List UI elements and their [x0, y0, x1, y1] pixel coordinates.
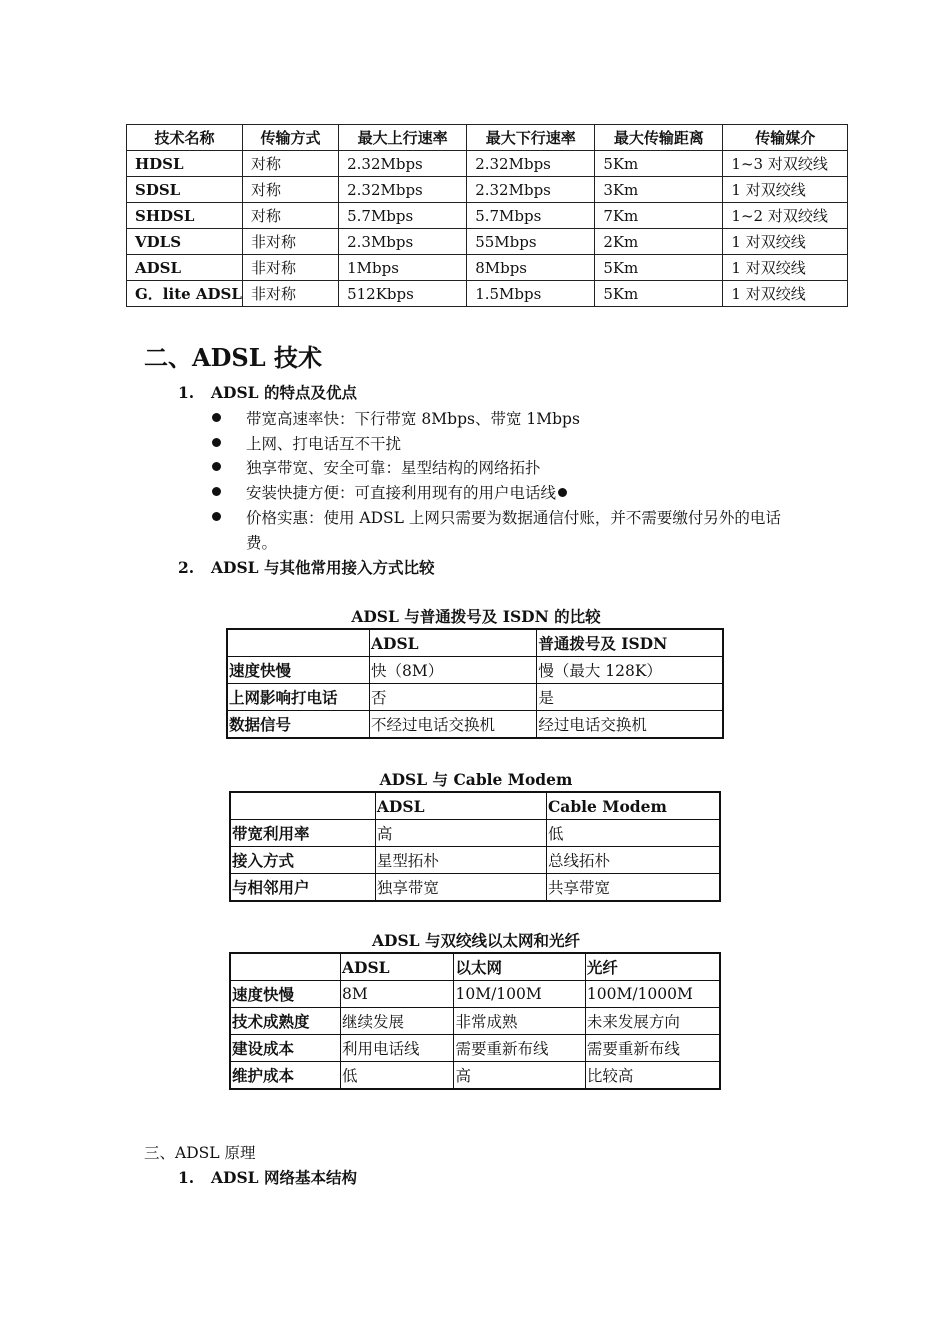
table-cell: 8Mbps	[467, 255, 595, 281]
subsection-heading	[178, 556, 434, 578]
table-cell	[230, 792, 375, 820]
table-cell: 高	[454, 1062, 585, 1090]
row-header-cell: 技术成熟度	[230, 1008, 341, 1035]
table-header-cell: ADSL	[375, 792, 546, 820]
bullet-icon	[212, 512, 221, 521]
adsl-vs-cable-table	[229, 791, 721, 902]
table-cell: 8M	[341, 981, 454, 1008]
table-cell: 否	[370, 684, 537, 711]
table-row	[227, 711, 723, 739]
table-cell: 512Kbps	[339, 281, 467, 307]
bullet-icon	[212, 462, 221, 471]
adsl-vs-dialup-table	[226, 628, 724, 739]
bullet-icon	[212, 413, 221, 422]
list-item	[212, 481, 832, 503]
table-row	[230, 1008, 720, 1035]
table-cell	[227, 629, 370, 657]
table-cell: 继续发展	[341, 1008, 454, 1035]
table-row	[127, 203, 848, 229]
bullet-icon	[558, 488, 567, 497]
table-row	[230, 1062, 720, 1090]
table-cell: 2.32Mbps	[339, 151, 467, 177]
table-header-cell: 普通拨号及 ISDN	[537, 629, 723, 657]
table-cell: 高	[375, 820, 546, 847]
table-row	[127, 151, 848, 177]
table-row	[230, 820, 720, 847]
table-cell	[230, 953, 341, 981]
table-header-cell: ADSL	[370, 629, 537, 657]
table-header-cell: Cable Modem	[546, 792, 720, 820]
table-cell: 5Km	[595, 281, 723, 307]
table-cell: 快（8M）	[370, 657, 537, 684]
table-header-cell: 最大下行速率	[467, 125, 595, 151]
list-item	[212, 407, 832, 429]
table-row	[230, 1035, 720, 1062]
table-cell: 共享带宽	[546, 874, 720, 902]
table-header-cell: ADSL	[341, 953, 454, 981]
table-cell: 非对称	[242, 281, 338, 307]
table-cell: 独享带宽	[375, 874, 546, 902]
table-cell: 对称	[242, 151, 338, 177]
list-item	[212, 506, 832, 528]
table-cell: 需要重新布线	[454, 1035, 585, 1062]
subsection-number: 1.	[178, 1168, 195, 1187]
adsl-vs-ethernet-fiber-table	[229, 952, 721, 1090]
table-cell: 100M/1000M	[585, 981, 720, 1008]
row-header-cell: 建设成本	[230, 1035, 341, 1062]
table-cell: 2.32Mbps	[467, 151, 595, 177]
table-cell: 慢（最大 128K）	[537, 657, 723, 684]
table-header-cell: 技术名称	[127, 125, 243, 151]
subsection-title: ADSL 的特点及优点	[211, 383, 357, 402]
row-header-cell: 接入方式	[230, 847, 375, 874]
table-row	[227, 684, 723, 711]
list-item-text: 独享带宽、安全可靠：星型结构的网络拓扑	[246, 459, 541, 477]
table-header-cell: 传输媒介	[723, 125, 848, 151]
row-header-cell: 速度快慢	[227, 657, 370, 684]
table-cell: 2Km	[595, 229, 723, 255]
table-cell: 不经过电话交换机	[370, 711, 537, 739]
list-item-text: 价格实惠：使用 ADSL 上网只需要为数据通信付账，并不需要缴付另外的电话	[246, 509, 781, 527]
subsection-heading	[178, 1166, 357, 1188]
table-header-row	[230, 953, 720, 981]
table-cell: 1.5Mbps	[467, 281, 595, 307]
table-header-cell: 光纤	[585, 953, 720, 981]
table-cell: 是	[537, 684, 723, 711]
subsection-number: 1.	[178, 383, 195, 402]
table-cell: 2.32Mbps	[339, 177, 467, 203]
table-cell: 5.7Mbps	[339, 203, 467, 229]
table-cell: 1 对双绞线	[723, 281, 848, 307]
table-row	[127, 255, 848, 281]
table-cell: 非常成熟	[454, 1008, 585, 1035]
table-row	[230, 874, 720, 902]
row-header-cell: 数据信号	[227, 711, 370, 739]
list-item-text: 上网、打电话互不干扰	[246, 435, 402, 453]
table-header-row	[230, 792, 720, 820]
table-header-row	[127, 125, 848, 151]
table-row	[127, 281, 848, 307]
table-cell: 55Mbps	[467, 229, 595, 255]
row-header-cell: 带宽利用率	[230, 820, 375, 847]
dsl-comparison-table	[126, 124, 848, 307]
list-item-text: 安装快捷方便：可直接利用现有的用户电话线	[246, 484, 557, 502]
row-header-cell: 与相邻用户	[230, 874, 375, 902]
table-cell: 10M/100M	[454, 981, 585, 1008]
list-item-continuation: 费。	[246, 534, 278, 552]
table-cell: 1 对双绞线	[723, 177, 848, 203]
bullet-icon	[212, 487, 221, 496]
list-item	[212, 432, 832, 454]
table-cell: 低	[546, 820, 720, 847]
table-caption: ADSL 与 Cable Modem	[379, 770, 573, 789]
table-cell: 1 对双绞线	[723, 255, 848, 281]
table-cell: 比较高	[585, 1062, 720, 1090]
table-header-cell: 最大传输距离	[595, 125, 723, 151]
row-header-cell: 维护成本	[230, 1062, 341, 1090]
table-cell: 2.3Mbps	[339, 229, 467, 255]
table-cell: 5Km	[595, 255, 723, 281]
table-cell: 未来发展方向	[585, 1008, 720, 1035]
table-cell: ADSL	[127, 255, 243, 281]
list-item-text: 带宽高速率快：下行带宽 8Mbps、带宽 1Mbps	[246, 410, 580, 428]
table-cell: VDLS	[127, 229, 243, 255]
table-cell: 2.32Mbps	[467, 177, 595, 203]
table-cell: 总线拓朴	[546, 847, 720, 874]
table-row	[227, 657, 723, 684]
table-cell: 7Km	[595, 203, 723, 229]
table-cell: 1 对双绞线	[723, 229, 848, 255]
table-row	[127, 177, 848, 203]
subsection-heading	[178, 381, 357, 403]
section-heading: 二、ADSL 技术	[144, 343, 322, 372]
table-header-cell: 以太网	[454, 953, 585, 981]
row-header-cell: 上网影响打电话	[227, 684, 370, 711]
bullet-icon	[212, 438, 221, 447]
subsection-title: ADSL 网络基本结构	[211, 1168, 357, 1187]
table-header-cell: 最大上行速率	[339, 125, 467, 151]
table-cell: 5.7Mbps	[467, 203, 595, 229]
table-cell: 5Km	[595, 151, 723, 177]
table-cell: 1~3 对双绞线	[723, 151, 848, 177]
subsection-title: ADSL 与其他常用接入方式比较	[211, 558, 435, 577]
table-row	[127, 229, 848, 255]
table-cell: 星型拓朴	[375, 847, 546, 874]
table-cell: 非对称	[242, 229, 338, 255]
table-cell: 1~2 对双绞线	[723, 203, 848, 229]
table-cell: G．lite ADSL	[127, 281, 243, 307]
table-cell: 经过电话交换机	[537, 711, 723, 739]
section-heading: 三、ADSL 原理	[144, 1144, 256, 1162]
table-header-row	[227, 629, 723, 657]
table-cell: 对称	[242, 203, 338, 229]
table-row	[230, 981, 720, 1008]
table-cell: 利用电话线	[341, 1035, 454, 1062]
row-header-cell: 速度快慢	[230, 981, 341, 1008]
subsection-number: 2.	[178, 558, 195, 577]
table-cell: 非对称	[242, 255, 338, 281]
table-cell: HDSL	[127, 151, 243, 177]
table-caption: ADSL 与普通拨号及 ISDN 的比较	[351, 607, 601, 626]
table-cell: 3Km	[595, 177, 723, 203]
table-cell: 1Mbps	[339, 255, 467, 281]
table-cell: SDSL	[127, 177, 243, 203]
table-cell: 需要重新布线	[585, 1035, 720, 1062]
table-header-cell: 传输方式	[242, 125, 338, 151]
table-caption: ADSL 与双绞线以太网和光纤	[372, 931, 580, 950]
table-cell: 对称	[242, 177, 338, 203]
list-item	[212, 456, 832, 478]
table-cell: SHDSL	[127, 203, 243, 229]
table-row	[230, 847, 720, 874]
table-cell: 低	[341, 1062, 454, 1090]
